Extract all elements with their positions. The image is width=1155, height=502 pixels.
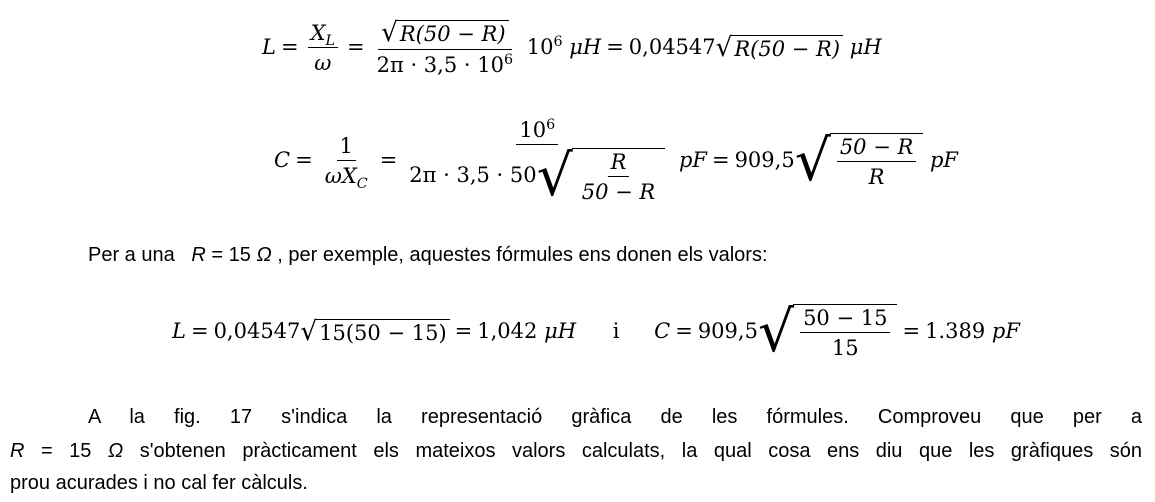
intro-text: Per a una R = 15 Ω , per exemple, aquestes fórmules ens donen els valors: bbox=[88, 244, 768, 266]
formula-c: C = $\frac{1}{\omega X_C}$ = $10^6$ 2π · 3,5 · 50 √ $\frac{R}{50 - R}$ pF = 909,5 √ $\frac{50 - R}{R}$ pF bbox=[274, 117, 958, 210]
closing-line-1: A la fig. 17 s'indica la representació gràfica de les fórmules. Comproveu que per a bbox=[88, 406, 1142, 428]
c-main-fraction: $10^6$ 2π · 3,5 · 50 √ $\frac{R}{50 - R}$ bbox=[406, 118, 668, 205]
closing-line-3: prou acurades i no cal fer càlculs. bbox=[10, 472, 308, 494]
l-symbol: L bbox=[262, 34, 276, 59]
one-over-omega-xc: $\frac{1}{\omega X_C}$ bbox=[324, 134, 368, 193]
l-main-fraction: √ R(50 − R) $2\pi \cdot 3,5 \cdot 10^6$ bbox=[376, 18, 514, 77]
formula-l: L = $\frac{X_L}{\omega}$ = √ R(50 − R) $2\pi \cdot 3,5 \cdot 10^6$ $10^6$ μH = 0,04547 √ R(50 − R) μH bbox=[262, 18, 882, 77]
closing-line-2: R = 15 Ω s'obtenen pràcticament els mateixos valors calculats, la qual cosa ens diu que les gràfiques són bbox=[10, 440, 1142, 462]
c-symbol: C bbox=[274, 147, 291, 172]
xl-over-omega: $\frac{X_L}{\omega}$ bbox=[308, 21, 338, 75]
example-values: L = 0,04547 √ 15(50 − 15) = 1,042 μH i C = 909,5 √ $\frac{50 - 15}{15}$ = 1.389 pF bbox=[172, 299, 1020, 365]
